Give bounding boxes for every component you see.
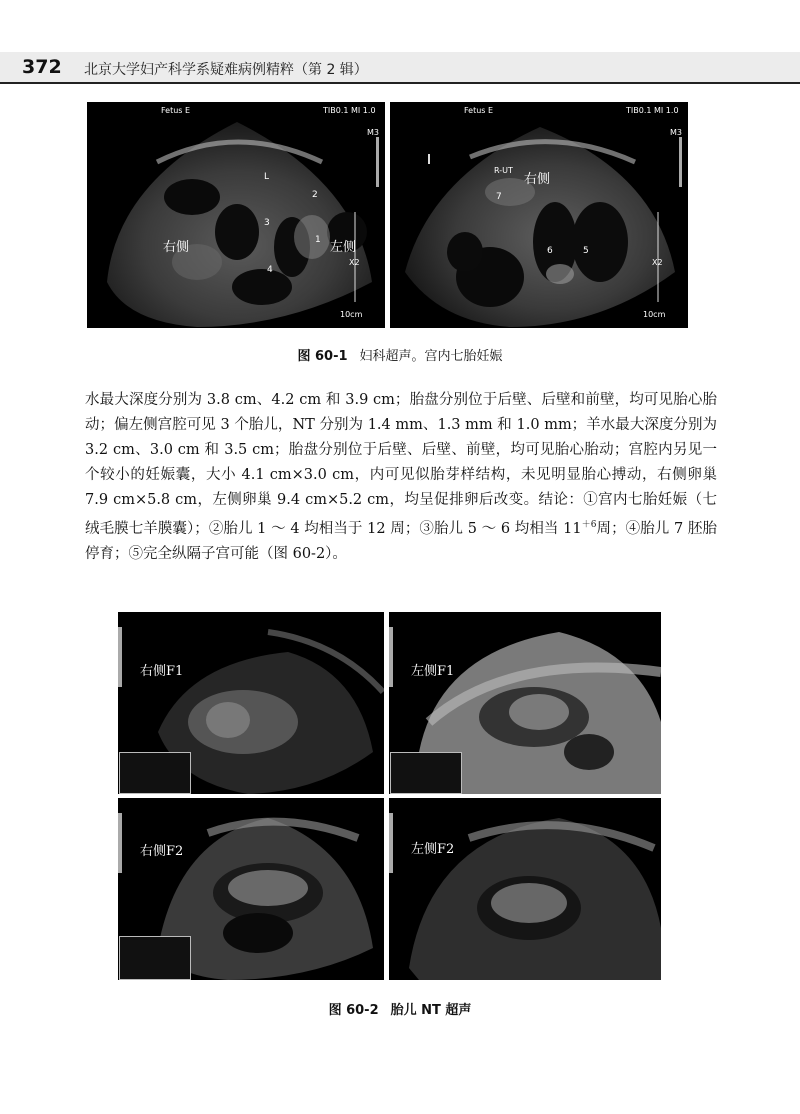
side-label-left: 左侧 — [330, 240, 357, 255]
paragraph-text: 水最大深度分别为 3.8 cm、4.2 cm 和 3.9 cm；胎盘分别位于后壁、后壁和前壁，均可见胎心胎动；偏左侧宫腔可见 3 个胎儿，NT 分别为 1.4 mm、1.3 mm 和 1.0 mm；羊水最大深度分别为 3.2 cm、3.0 cm 和 3.5 cm；胎盘分别位于后壁、后壁、前壁，均可见胎心胎动；宫腔内另见一个较小的妊娠囊，大小 4.1 cm×3.0 cm，内可见似胎芽样结构，未见明显胎心搏动，右侧卵巢 7.9 cm×5.8 cm，左侧卵巢 9.4 cm×5.2 cm，均呈促排卵后改变。结论：①宫内七胎妊娠（七绒毛膜七羊膜囊）；②胎儿 1 ～ 4 均相当于 12 周；③胎儿 5 ～ 6 均相当 11 — [85, 392, 717, 537]
depth-label: 10cm — [643, 310, 666, 319]
thumbnail-view — [119, 752, 191, 794]
thumbnail-view — [390, 752, 462, 794]
thumbnail-view — [119, 936, 191, 980]
caption-number: 图 60-2 — [328, 1003, 379, 1018]
marker-L: L — [264, 172, 270, 182]
paragraph-tail: 周；④胎儿 7 胚胎停育；⑤完全纵隔子宫可能（图 60-2）。 — [85, 520, 717, 562]
gain-label: M3 — [367, 128, 379, 137]
gain-label: M3 — [670, 128, 682, 137]
fetus-marker: 1 — [315, 235, 321, 245]
ultrasound-sector-image — [390, 102, 688, 328]
side-label-right: 右侧 — [163, 240, 190, 255]
page-number: 372 — [22, 56, 62, 78]
panel-label: 右侧F2 — [140, 844, 184, 859]
figure-2-panel-right-f1 — [118, 612, 384, 794]
panel-params: TIB0.1 MI 1.0 — [323, 106, 376, 115]
figure-1-right-ultrasound — [390, 102, 688, 328]
fetus-marker: 2 — [312, 190, 318, 200]
fetus-marker: 6 — [547, 246, 553, 256]
uterus-label: R-UT — [494, 166, 513, 175]
running-title: 北京大学妇产科学系疑难病例精粹（第 2 辑） — [84, 62, 368, 78]
panel-params: TIB0.1 MI 1.0 — [626, 106, 679, 115]
scale-label: X2 — [349, 258, 360, 267]
panel-label: 左侧F1 — [411, 664, 455, 679]
ultrasound-sector-image — [87, 102, 385, 328]
depth-label: 10cm — [340, 310, 363, 319]
panel-label: 右侧F1 — [140, 664, 184, 679]
header-rule — [0, 82, 800, 84]
ultrasound-image — [389, 798, 661, 980]
panel-title: Fetus E — [464, 106, 494, 115]
figure-2-panel-left-f1 — [389, 612, 661, 794]
side-label-right: 右侧 — [524, 172, 551, 187]
caption-text: 妇科超声。宫内七胎妊娠 — [359, 349, 503, 364]
fetus-marker: 7 — [496, 192, 502, 202]
superscript: ＋6 — [581, 520, 597, 530]
figure-1-left-ultrasound — [87, 102, 385, 328]
fetus-marker: 5 — [583, 246, 589, 256]
caption-text: 胎儿 NT 超声 — [390, 1003, 472, 1018]
panel-label: 左侧F2 — [411, 842, 455, 857]
fetus-marker: 3 — [264, 218, 270, 228]
scale-label: X2 — [652, 258, 663, 267]
body-paragraph — [85, 388, 717, 567]
panel-title: Fetus E — [161, 106, 191, 115]
figure-2-panel-left-f2 — [389, 798, 661, 980]
caption-number: 图 60-1 — [297, 349, 348, 364]
figure-2-panel-right-f2 — [118, 798, 384, 980]
figure-2-caption — [0, 999, 800, 1018]
fetus-marker: 4 — [267, 265, 273, 275]
figure-1-caption — [0, 345, 800, 364]
